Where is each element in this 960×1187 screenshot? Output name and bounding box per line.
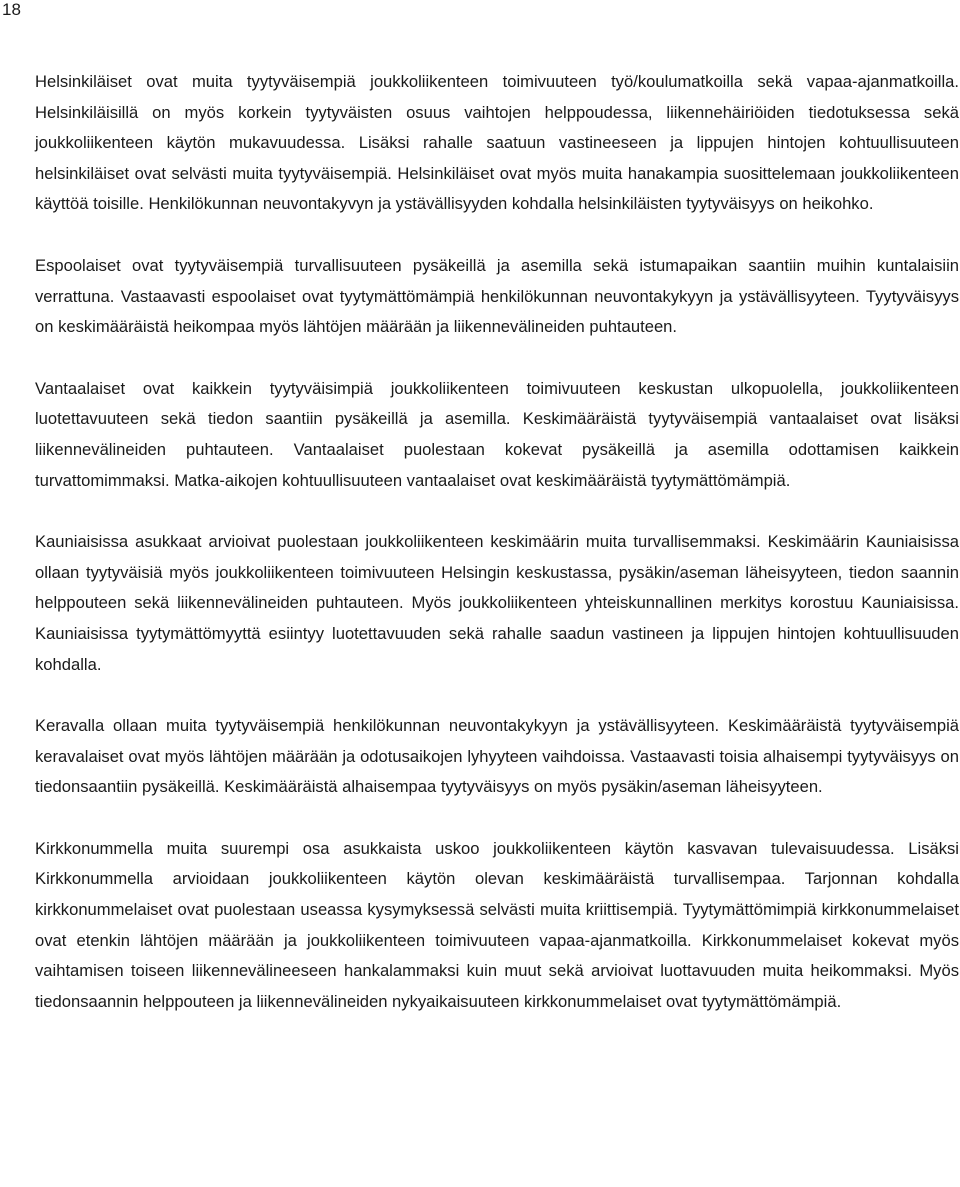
paragraph-kauniainen: Kauniaisissa asukkaat arvioivat puolestaan joukkoliikenteen keskimäärin muita turvallisemmaksi. Keskimäärin Kauniaisissa ollaan tyytyväisiä myös joukkoliikenteen toimivuuteen Helsingin keskustassa, pysäkin/aseman läheisyyteen, tiedon saannin helppouteen sekä liikennevälineiden puhtauteen. Myös joukkoliikenteen yhteiskunnallinen merkitys korostuu Kauniaisissa. Kauniaisissa tyytymättömyyttä esiintyy luotettavuuden sekä rahalle saadun vastineen ja lippujen hintojen kohtuullisuuden kohdalla. xyxy=(35,532,959,674)
paragraph-helsinki: Helsinkiläiset ovat muita tyytyväisempiä joukkoliikenteen toimivuuteen työ/koulumatkoilla sekä vapaa-ajanmatkoilla. Helsinkiläisillä on myös korkein tyytyväisten osuus vaihtojen helppoudessa, liikennehäiriöiden tiedotuksessa sekä joukkoliikenteen käytön mukavuudessa. Lisäksi rahalle saatuun vastineeseen ja lippujen hintojen kohtuullisuuteen helsinkiläiset ovat selvästi muita tyytyväisempiä. Helsinkiläiset ovat myös muita hanakampia suosittelemaan joukkoliikenteen käyttöä toisille. Henkilökunnan neuvontakyvyn ja ystävällisyyden kohdalla helsinkiläisten tyytyväisyys on heikohko. xyxy=(35,72,959,214)
paragraph-espoo: Espoolaiset ovat tyytyväisempiä turvallisuuteen pysäkeillä ja asemilla sekä istumapaikan saantiin muihin kuntalaisiin verrattuna. Vastaavasti espoolaiset ovat tyytymättömämpiä henkilökunnan neuvontakykyyn ja ystävällisyyteen. Tyytyväisyys on keskimääräistä heikompaa myös lähtöjen määrään ja liikennevälineiden puhtauteen. xyxy=(35,255,959,337)
paragraph-kirkkonummi: Kirkkonummella muita suurempi osa asukkaista uskoo joukkoliikenteen käytön kasvavan tulevaisuudessa. Lisäksi Kirkkonummella arvioidaan joukkoliikenteen käytön olevan keskimääräistä turvallisempaa. Tarjonnan kohdalla kirkkonummelaiset ovat puolestaan useassa kysymyksessä selvästi muita kriittisempiä. Tyytymättömimpiä kirkkonummelaiset ovat etenkin lähtöjen määrään ja joukkoliikenteen toimivuuteen vapaa-ajanmatkoilla. Kirkkonummelaiset kokevat myös vaihtamisen toiseen liikennevälineeseen hankalammaksi kuin muut sekä arvioivat luottavuuden muita heikommaksi. Myös tiedonsaannin helppouteen ja liikennevälineiden nykyaikaisuuteen kirkkonummelaiset ovat tyytymättömämpiä. xyxy=(35,838,959,1011)
page-number: 18 xyxy=(2,0,21,19)
body-text xyxy=(35,67,959,1017)
paragraph-vantaa: Vantaalaiset ovat kaikkein tyytyväisimpiä joukkoliikenteen toimivuuteen keskustan ulkopuolella, joukkoliikenteen luotettavuuteen sekä tiedon saantiin pysäkeillä ja asemilla. Keskimääräistä tyytyväisempiä vantaalaiset ovat lisäksi liikennevälineiden puhtauteen. Vantaalaiset puolestaan kokevat pysäkeillä ja asemilla odottamisen kaikkein turvattomimmaksi. Matka-aikojen kohtuullisuuteen vantaalaiset ovat keskimääräistä tyytymättömämpiä. xyxy=(35,378,959,490)
paragraph-kerava: Keravalla ollaan muita tyytyväisempiä henkilökunnan neuvontakykyyn ja ystävällisyyteen. Keskimääräistä tyytyväisempiä keravalaiset ovat myös lähtöjen määrään ja odotusaikojen lyhyyteen vaihdoissa. Vastaavasti toisia alhaisempi tyytyväisyys on tiedonsaantiin pysäkeillä. Keskimääräistä alhaisempaa tyytyväisyys on myös pysäkin/aseman läheisyyteen. xyxy=(35,716,959,797)
